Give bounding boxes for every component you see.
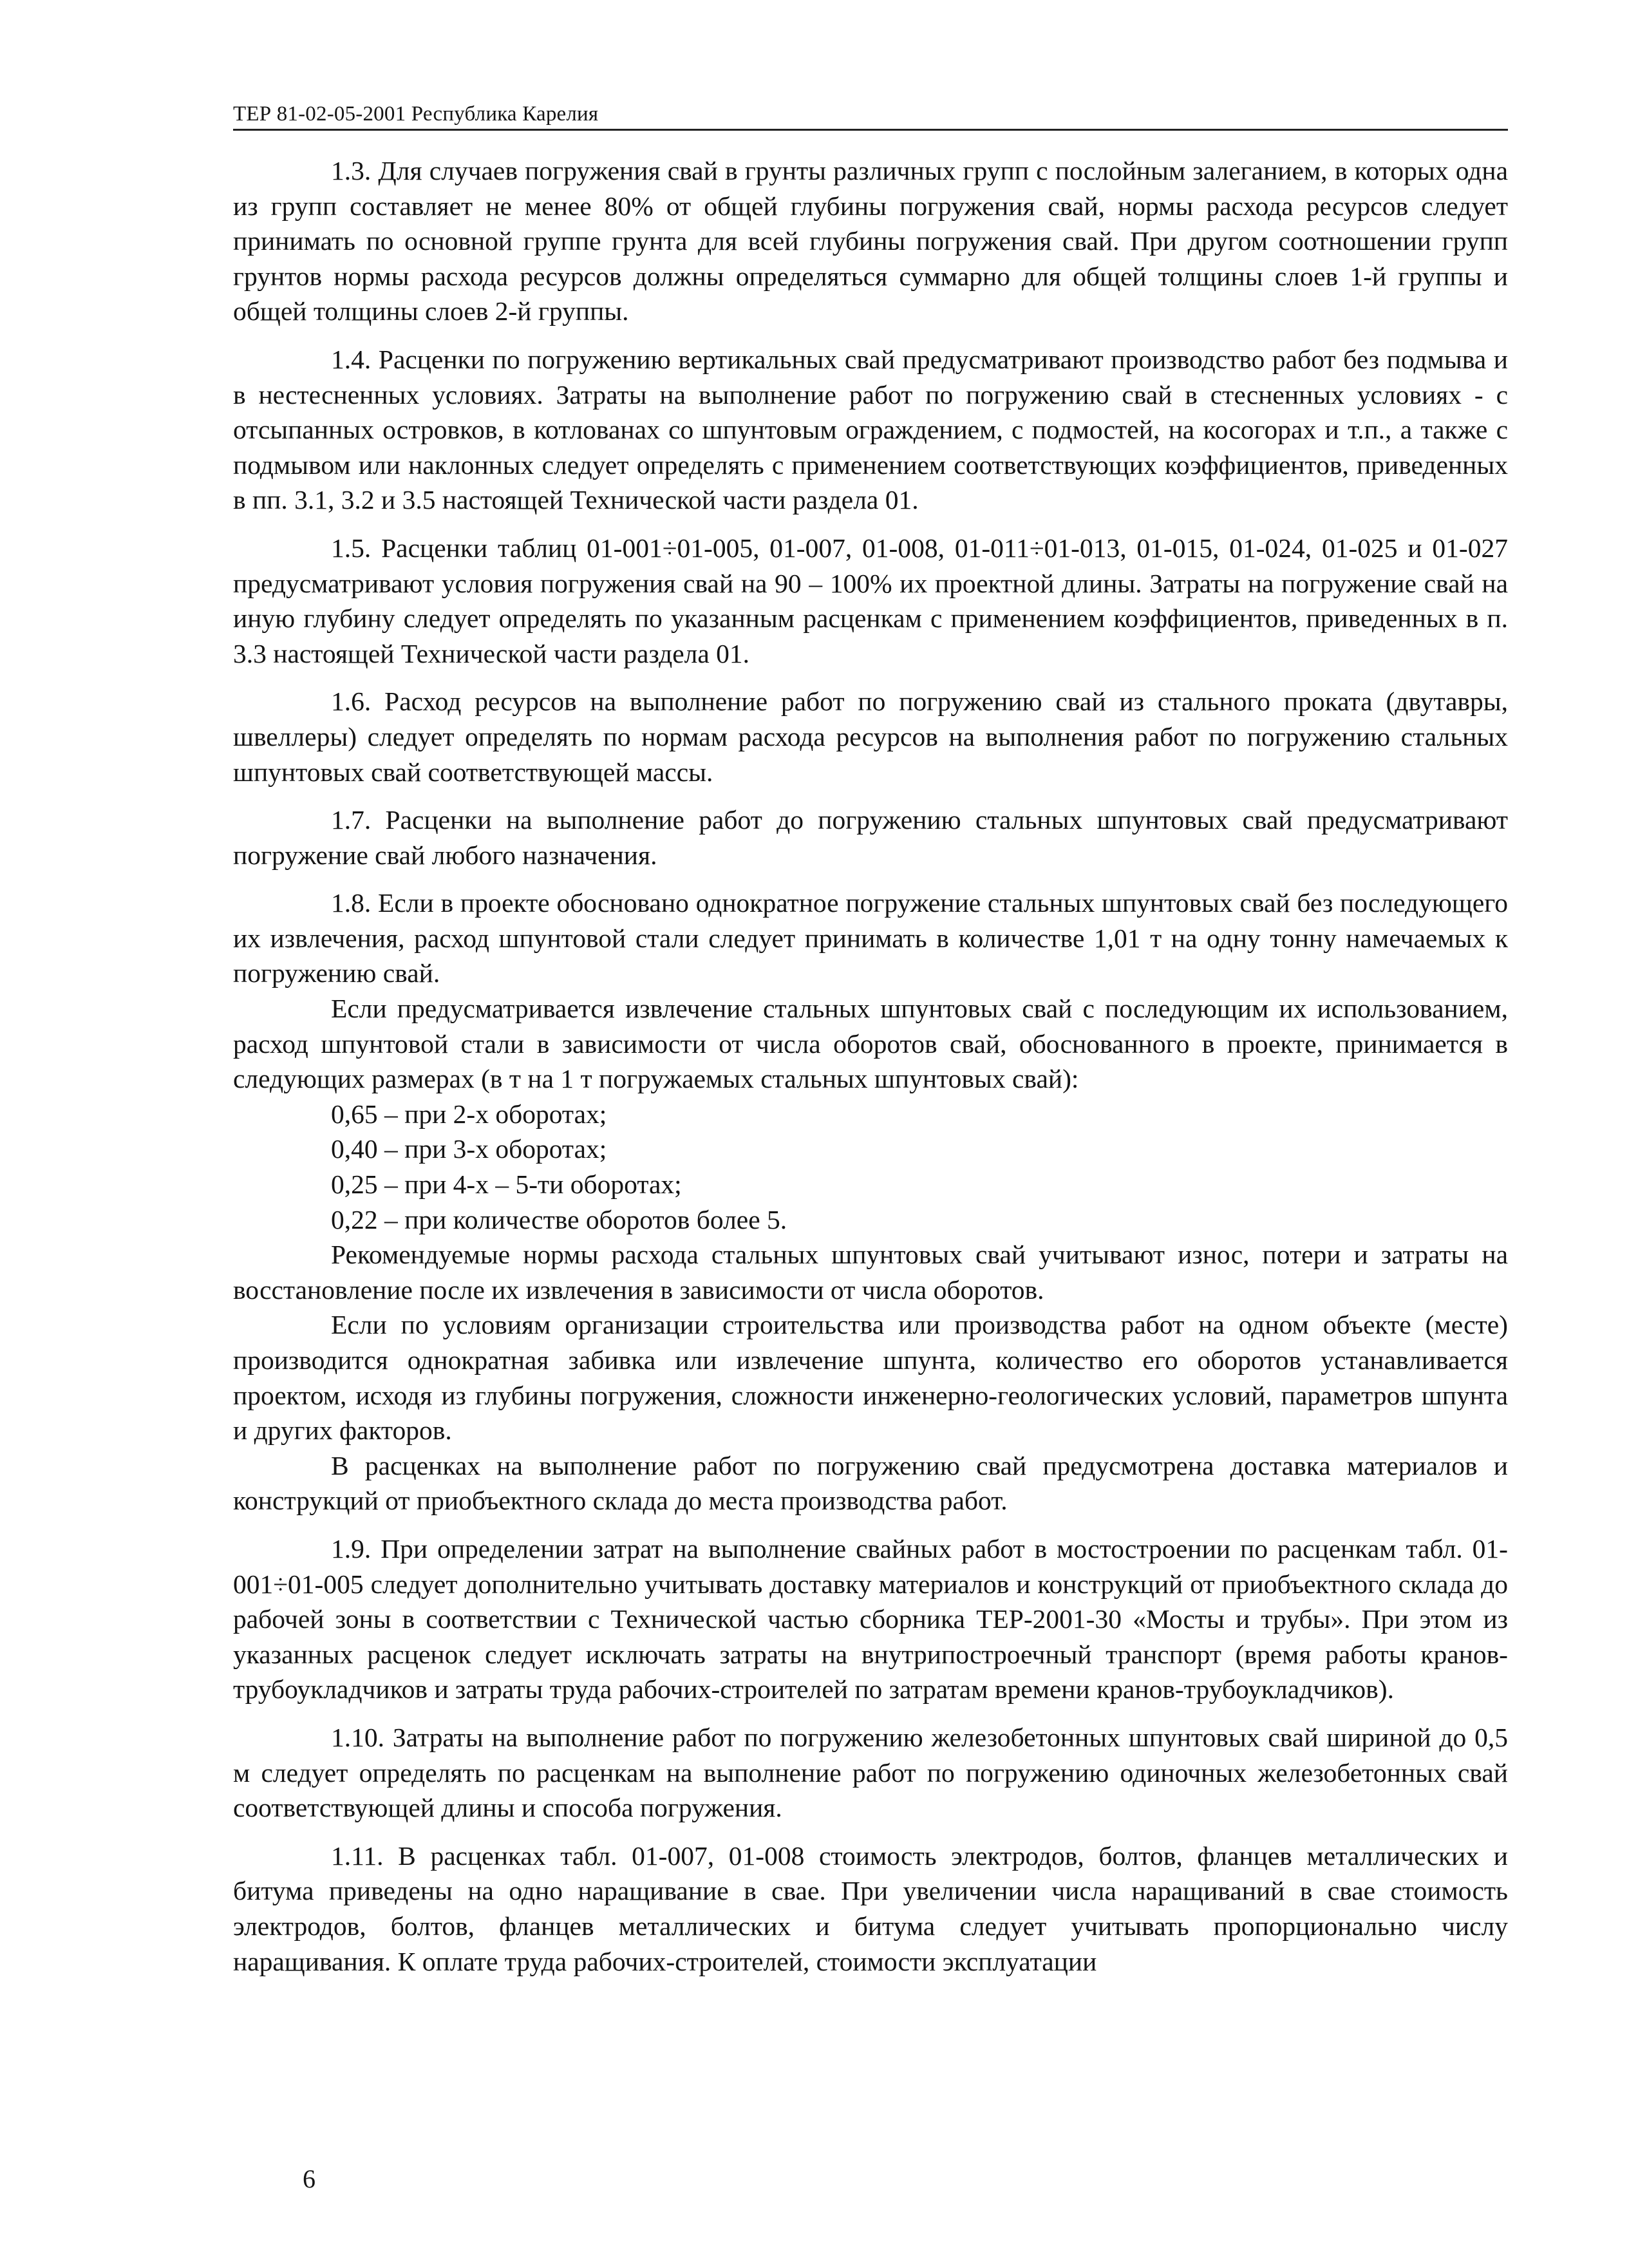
paragraph-1-9: 1.9. При определении затрат на выполнение свайных работ в мостостроении по расценкам табл. 01-001÷01-005 следует дополнительно учитывать доставку материалов и конструкций от приобъектного склада до рабочей зоны в соответствии с Технической частью сборника ТЕР-2001-30 «Мосты и трубы». При этом из указанных расценок следует исключать затраты на внутрипостроечный транспорт (время работы кранов-трубоукладчиков и затраты труда рабочих-строителей по затратам времени кранов-трубоукладчиков).	[233, 1533, 1508, 1705]
paragraph-1-3: 1.3. Для случаев погружения свай в грунты различных групп с послойным залеганием, в которых одна из групп составляет не менее 80% от общей глубины погружения свай, нормы расхода ресурсов следует принимать по основной группе грунта для всей глубины погружения свай. При другом соотношении групп грунтов нормы расхода ресурсов должны определяться суммарно для общей толщины слоев 1-й группы и общей толщины слоев 2-й группы.	[233, 156, 1508, 326]
document-body	[233, 153, 1508, 1979]
list-item: 0,40 – при 3-х оборотах;	[331, 1134, 607, 1164]
paragraph-1-6: 1.6. Расход ресурсов на выполнение работ по погружению свай из стального проката (двутавры, швеллеры) следует определять по нормам расхода ресурсов на выполнения работ по погружению стальных шпунтовых свай соответствующей массы.	[233, 686, 1508, 787]
paragraph-1-8: 1.8. Если в проекте обосновано однократное погружение стальных шпунтовых свай без последующего их извлечения, расход шпунтовой стали следует принимать в количестве 1,01 т на одну тонну намечаемых к погружению свай.	[233, 888, 1508, 988]
paragraph-1-8-single-driving: Если по условиям организации строительства или производства работ на одном объекте (месте) производится однократная забивка или извлечение шпунта, количество его оборотов устанавливается проектом, исходя из глубины погружения, сложности инженерно-геологических условий, параметров шпунта и других факторов.	[233, 1310, 1508, 1446]
paragraph-1-8-extraction: Если предусматривается извлечение стальных шпунтовых свай с последующим их использованием, расход шпунтовой стали в зависимости от числа оборотов свай, обоснованного в проекте, принимается в следующих размерах (в т на 1 т погружаемых стальных шпунтовых свай):	[233, 994, 1508, 1094]
page-number: 6	[303, 2164, 315, 2193]
paragraph-1-7: 1.7. Расценки на выполнение работ до погружению стальных шпунтовых свай предусматривают погружение свай любого назначения.	[233, 805, 1508, 870]
list-item: 0,25 – при 4-х – 5-ти оборотах;	[331, 1169, 682, 1200]
turnover-list	[233, 1097, 1508, 1237]
header-title: ТЕР 81-02-05-2001 Республика Карелия	[233, 102, 599, 126]
paragraph-1-8-norms: Рекомендуемые нормы расхода стальных шпунтовых свай учитывают износ, потери и затраты на восстановление после их извлечения в зависимости от числа оборотов.	[233, 1240, 1508, 1305]
paragraph-1-5: 1.5. Расценки таблиц 01-001÷01-005, 01-007, 01-008, 01-011÷01-013, 01-015, 01-024, 01-025 и 01-027 предусматривают условия погружения свай на 90 – 100% их проектной длины. Затраты на погружение свай на иную глубину следует определять по указанным расценкам с применением коэффициентов, приведенных в п. 3.3 настоящей Технической части раздела 01.	[233, 533, 1508, 668]
page-header	[233, 90, 1508, 131]
list-item: 0,65 – при 2-х оборотах;	[331, 1099, 607, 1129]
list-item: 0,22 – при количестве оборотов более 5.	[331, 1204, 787, 1234]
paragraph-1-11: 1.11. В расценках табл. 01-007, 01-008 стоимость электродов, болтов, фланцев металлических и битума приведены на одно наращивание в свае. При увеличении числа наращиваний в свае стоимость электродов, болтов, фланцев металлических и битума следует учитывать пропорционально числу наращивания. К оплате труда рабочих-строителей, стоимости эксплуатации	[233, 1840, 1508, 1976]
paragraph-1-4: 1.4. Расценки по погружению вертикальных свай предусматривают производство работ без подмыва и в нестесненных условиях. Затраты на выполнение работ по погружению свай в стесненных условиях - с отсыпанных островков, в котлованах со шпунтовым ограждением, с подмостей, на косогорах и т.п., а также с подмывом или наклонных следует определять с применением соответствующих коэффициентов, приведенных в пп. 3.1, 3.2 и 3.5 настоящей Технической части раздела 01.	[233, 344, 1508, 515]
paragraph-1-8-delivery: В расценках на выполнение работ по погружению свай предусмотрена доставка материалов и конструкций от приобъектного склада до места производства работ.	[233, 1450, 1508, 1516]
paragraph-1-10: 1.10. Затраты на выполнение работ по погружению железобетонных шпунтовых свай шириной до 0,5 м следует определять по расценкам на выполнение работ по погружению одиночных железобетонных свай соответствующей длины и способа погружения.	[233, 1722, 1508, 1823]
